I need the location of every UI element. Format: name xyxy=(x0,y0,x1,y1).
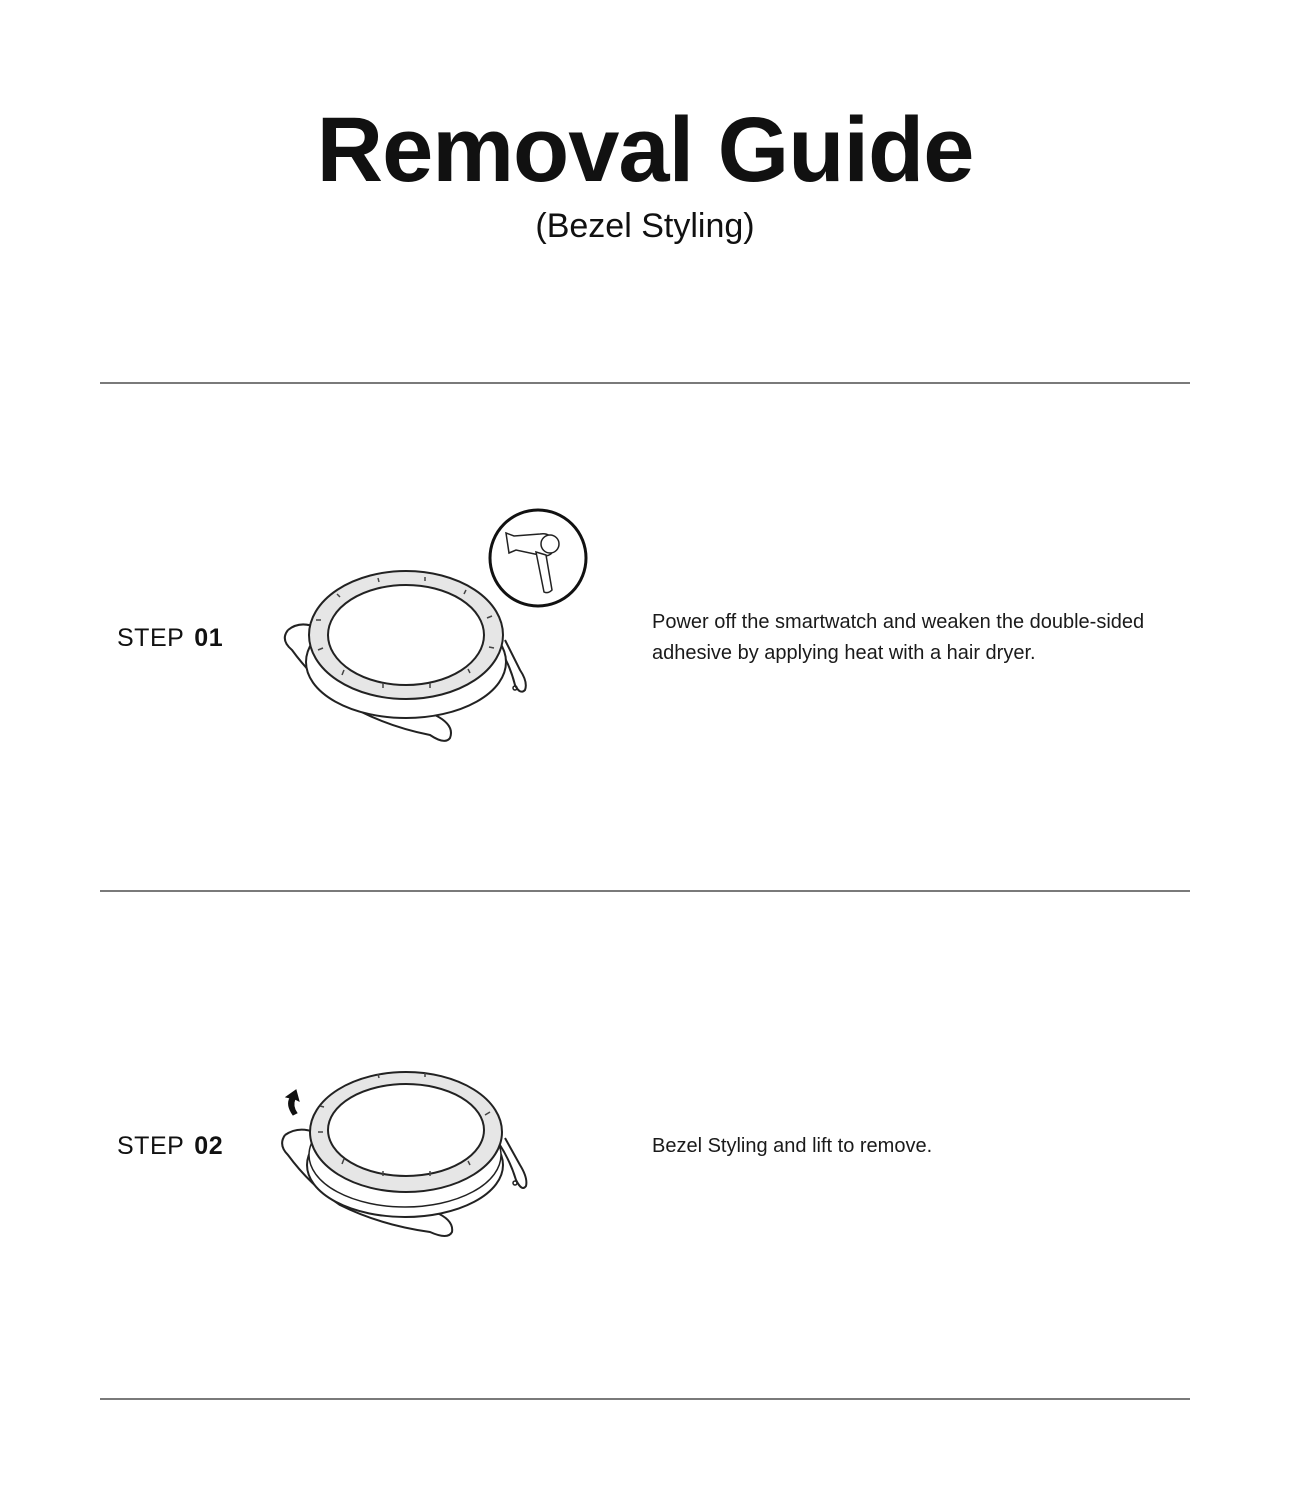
divider-top xyxy=(100,382,1190,384)
page-subtitle: (Bezel Styling) xyxy=(535,207,755,245)
step-01-label xyxy=(117,623,223,653)
step-label-text: STEP xyxy=(117,624,185,652)
step-01-description: Power off the smartwatch and weaken the double-sided adhesive by applying heat with a hair dryer. xyxy=(652,611,1145,664)
step-number: 02 xyxy=(194,1132,224,1160)
divider-bottom xyxy=(100,1398,1190,1400)
step-02-label xyxy=(117,1131,223,1161)
step-number: 01 xyxy=(194,624,224,652)
divider-middle xyxy=(100,890,1190,892)
page-title: Removal Guide xyxy=(316,99,974,201)
smartwatch-with-bezel-icon xyxy=(270,500,610,760)
step-label-text: STEP xyxy=(117,1132,185,1160)
smartwatch-bezel-lift-icon xyxy=(270,1060,550,1260)
step-02-description: Bezel Styling and lift to remove. xyxy=(652,1135,933,1157)
lift-arrow-icon xyxy=(286,1090,299,1115)
